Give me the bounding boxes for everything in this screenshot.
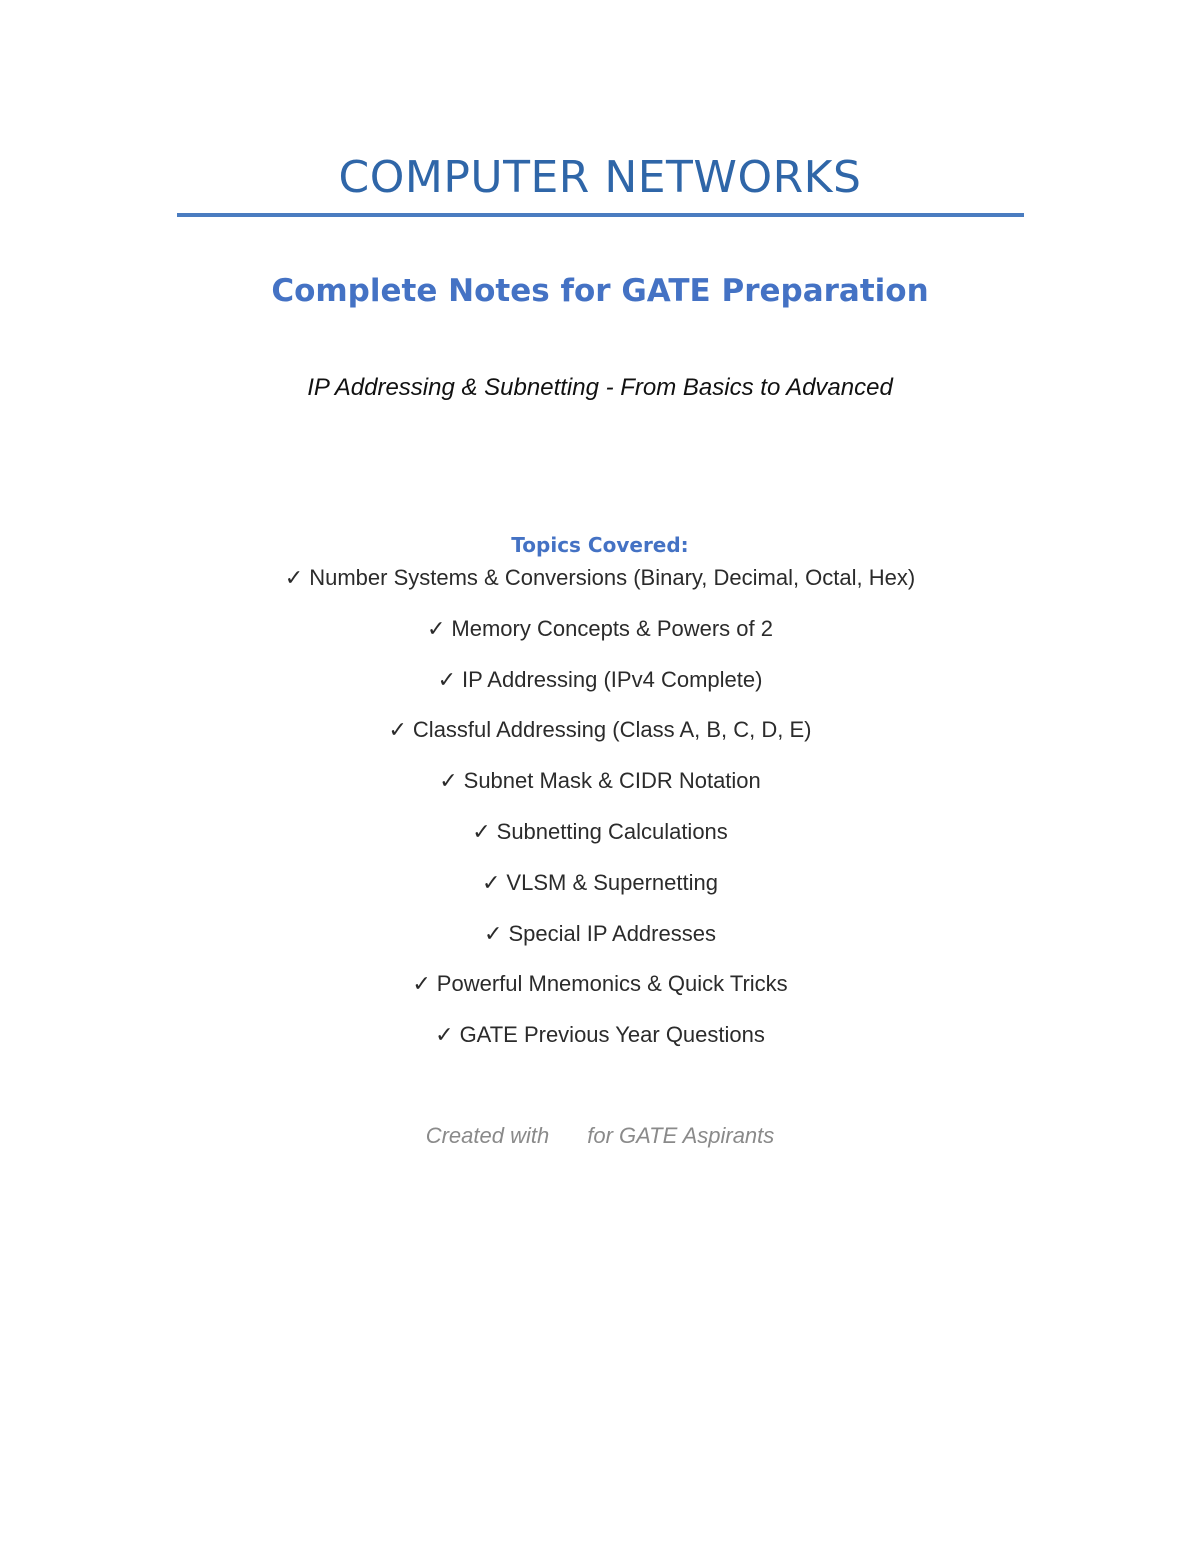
- topic-item: [0, 665, 1200, 716]
- topic-label: Subnet Mask & CIDR Notation: [463, 768, 761, 794]
- topics-heading: Topics Covered:: [511, 533, 689, 557]
- topic-label: GATE Previous Year Questions: [459, 1022, 765, 1048]
- topics-list: [0, 563, 1200, 1071]
- check-icon: ✓: [284, 565, 304, 590]
- check-icon: ✓: [388, 717, 407, 743]
- footer-right-text: for GATE Aspirants: [587, 1123, 775, 1148]
- topic-label: IP Addressing (IPv4 Complete): [462, 666, 763, 692]
- check-icon: ✓: [435, 1022, 454, 1048]
- document-tagline: IP Addressing & Subnetting - From Basics to Advanced: [307, 374, 893, 401]
- topic-label: Special IP Addresses: [508, 920, 716, 946]
- topic-item: [0, 919, 1200, 970]
- topic-item: [0, 614, 1200, 665]
- document-subtitle: Complete Notes for GATE Preparation: [271, 273, 929, 309]
- check-icon: ✓: [472, 818, 491, 844]
- check-icon: ✓: [412, 971, 431, 997]
- check-icon: ✓: [426, 615, 446, 641]
- topic-item: [0, 1020, 1200, 1071]
- topic-item: [0, 817, 1200, 868]
- topic-label: VLSM & Supernetting: [506, 869, 718, 895]
- topic-label: Subnetting Calculations: [496, 818, 728, 844]
- footer-note: [0, 1121, 1200, 1151]
- topic-item: [0, 715, 1200, 766]
- topic-label: Classful Addressing (Class A, B, C, D, E): [412, 717, 812, 743]
- check-icon: ✓: [437, 666, 457, 692]
- check-icon: ✓: [439, 768, 458, 794]
- topic-item: [0, 563, 1200, 614]
- check-icon: ✓: [481, 869, 501, 895]
- topic-label: Memory Concepts & Powers of 2: [451, 615, 773, 641]
- topic-label: Number Systems & Conversions (Binary, Decimal, Octal, Hex): [309, 565, 916, 590]
- topic-item: [0, 766, 1200, 817]
- topic-item: [0, 969, 1200, 1020]
- footer-left-text: Created with: [425, 1123, 550, 1148]
- document-title: COMPUTER NETWORKS: [338, 152, 862, 203]
- topic-item: [0, 868, 1200, 919]
- title-underline: [177, 213, 1024, 217]
- topic-label: Powerful Mnemonics & Quick Tricks: [436, 971, 788, 997]
- check-icon: ✓: [484, 920, 503, 946]
